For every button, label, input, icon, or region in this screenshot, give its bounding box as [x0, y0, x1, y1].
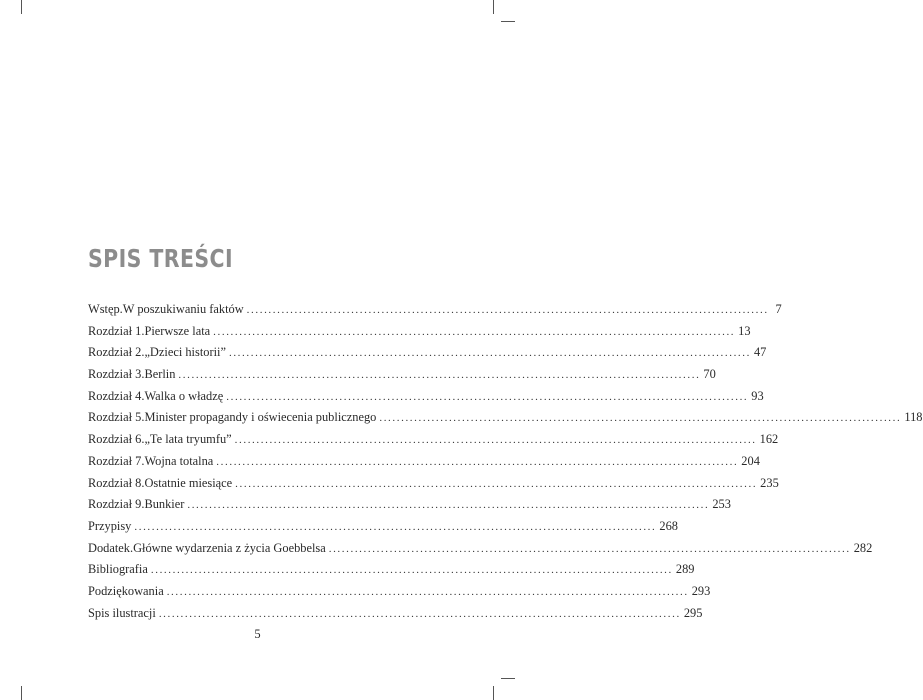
toc-entry-label: Rozdział 7.: [88, 453, 145, 468]
toc-entry-page: 93: [751, 388, 764, 403]
toc-entry-title: Pierwsze lata: [144, 323, 211, 338]
toc-dot-leader: ........................................................................................................................: [246, 304, 769, 316]
toc-entry: [88, 475, 779, 498]
toc-entry-label: Rozdział 1.: [88, 323, 145, 338]
toc-entry-title: Przypisy: [88, 518, 132, 533]
toc-entry-title: Bunkier: [144, 497, 185, 512]
toc-dot-leader: ........................................................................................................................: [226, 390, 749, 403]
toc-entry: [88, 453, 760, 476]
toc-entry-title: Berlin: [144, 367, 176, 382]
toc-entry-title: Walka o władzę: [144, 388, 224, 403]
toc-entry: [88, 302, 782, 324]
toc-entry: [88, 345, 767, 367]
toc-entry-page: 7: [775, 302, 782, 316]
toc-dot-leader: ........................................................................................................................: [234, 434, 757, 447]
toc-entry-title: W poszukiwaniu faktów: [122, 302, 244, 316]
page-title: SPIS TREŚCI: [88, 244, 234, 273]
toc-entry: [88, 432, 779, 454]
toc-dot-leader: ........................................................................................................................: [134, 520, 657, 533]
toc-entry-title: Ostatnie miesiące: [144, 475, 233, 490]
toc-entry-page: 162: [759, 432, 779, 447]
crop-mark-bottom-left: [21, 686, 22, 700]
toc-entry: [88, 583, 711, 606]
toc-entry-title: Bibliografia: [88, 562, 148, 577]
toc-entry-label: Rozdział 8.: [88, 475, 145, 490]
toc-entry-label: Rozdział 2.: [88, 345, 145, 360]
toc-entry-page: 47: [753, 345, 767, 360]
toc-dot-leader: ........................................................................................................................: [235, 477, 758, 490]
toc-entry-title: Główne wydarzenia z życia Goebbelsa: [133, 540, 326, 555]
toc-entry-label: Rozdział 5.: [88, 410, 145, 425]
toc-entry-page: 293: [691, 583, 711, 598]
toc-entry-title: Podziękowania: [88, 583, 164, 598]
toc-dot-leader: ........................................................................................................................: [379, 412, 902, 425]
toc-entry: [88, 540, 873, 563]
toc-dot-leader: ........................................................................................................................: [213, 325, 736, 338]
toc-entry-page: 268: [659, 518, 678, 533]
toc-entry-title: „Te lata tryumfu”: [144, 432, 232, 447]
toc-entry-label: Dodatek.: [88, 540, 134, 555]
toc-dot-leader: ........................................................................................................................: [228, 347, 751, 360]
toc-dot-leader: ........................................................................................................................: [158, 607, 681, 620]
crop-mark-bottom-right: [493, 686, 494, 700]
crop-mark-right-top: [501, 21, 515, 22]
toc-entry: [88, 323, 751, 346]
toc-entry-page: 295: [683, 605, 703, 620]
toc-dot-leader: ........................................................................................................................: [178, 369, 701, 382]
toc-entry: [88, 367, 716, 389]
crop-mark-right-bottom: [501, 678, 515, 679]
crop-mark-top-right: [493, 0, 494, 14]
toc-entry-page: 118: [904, 410, 923, 425]
toc-entry-label: Rozdział 3.: [88, 367, 145, 382]
crop-mark-top-left: [21, 0, 22, 14]
table-of-contents: [88, 302, 923, 627]
toc-entry-title: Minister propagandy i oświecenia publicznego: [144, 410, 377, 425]
toc-entry-page: 289: [675, 562, 695, 577]
toc-entry: [88, 388, 764, 411]
toc-dot-leader: ........................................................................................................................: [150, 564, 673, 577]
toc-entry: [88, 497, 731, 519]
toc-entry-page: 204: [741, 453, 760, 468]
toc-dot-leader: ........................................................................................................................: [216, 455, 739, 468]
toc-entry: [88, 518, 678, 541]
toc-entry-label: Rozdział 9.: [88, 497, 145, 512]
toc-entry-page: 70: [703, 367, 716, 382]
toc-dot-leader: ........................................................................................................................: [187, 499, 710, 512]
toc-dot-leader: ........................................................................................................................: [328, 542, 851, 555]
toc-entry: [88, 410, 923, 432]
toc-entry: [88, 605, 703, 628]
toc-entry-title: Spis ilustracji: [88, 605, 156, 620]
toc-entry-title: Wojna totalna: [144, 453, 214, 468]
toc-entry-page: 282: [853, 540, 873, 555]
toc-entry-page: 13: [738, 323, 751, 338]
toc-entry-page: 253: [712, 497, 731, 512]
toc-entry-label: Wstęp.: [88, 302, 123, 316]
toc-entry-label: Rozdział 6.: [88, 432, 145, 447]
toc-entry-label: Rozdział 4.: [88, 388, 145, 403]
page-number: 5: [254, 627, 261, 641]
toc-dot-leader: ........................................................................................................................: [166, 585, 689, 598]
toc-entry-page: 235: [760, 475, 779, 490]
toc-entry: [88, 562, 695, 584]
toc-entry-title: „Dzieci historii”: [144, 345, 226, 360]
